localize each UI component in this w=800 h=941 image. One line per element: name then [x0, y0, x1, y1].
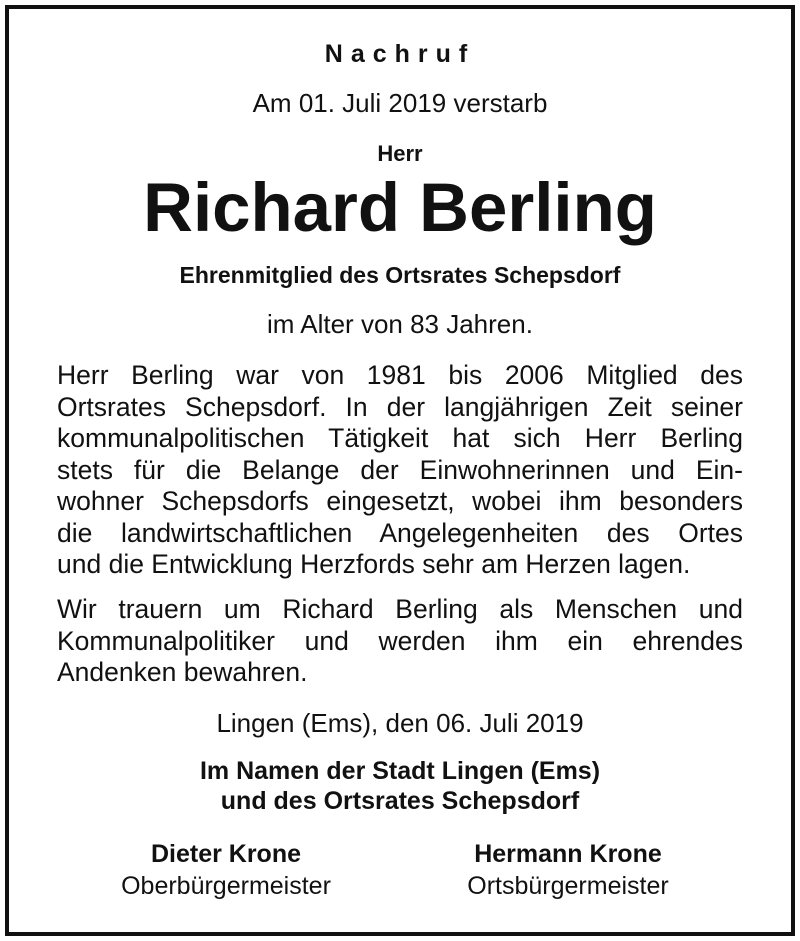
organization-line: Im Namen der Stadt Lingen (Ems): [199, 757, 601, 785]
organization-block: [0, 756, 800, 816]
biography-line: wohner Schepsdorfs eingesetzt, wobei ihm besonders: [57, 486, 743, 516]
biography-line: Ortsrates Schepsdorf. In der langjährigen Zeit seiner: [57, 391, 743, 422]
mourning-paragraph: [57, 594, 743, 689]
organization-line: und des Ortsrates Schepsdorf: [220, 787, 580, 815]
signature-mayor: [76, 838, 376, 902]
biography-line: kommunalpolitischen Tätigkeit hat sich Herr Berling: [57, 423, 743, 453]
signature-local-mayor: [418, 838, 718, 902]
death-announcement: Am 01. Juli 2019 verstarb: [252, 88, 548, 118]
mourning-line: Kommunalpolitiker und werden ihm ein ehrendes: [57, 625, 743, 656]
salutation: Herr: [377, 141, 423, 166]
mourning-line: Wir trauern um Richard Berling als Menschen und: [57, 594, 743, 624]
deceased-name: Richard Berling: [143, 169, 657, 246]
signatory-title: Ortsbürgermeister: [467, 872, 669, 900]
honorary-role: Ehrenmitglied des Ortsrates Schepsdorf: [179, 262, 621, 288]
age-line: im Alter von 83 Jahren.: [267, 309, 533, 339]
place-and-date: Lingen (Ems), den 06. Juli 2019: [216, 708, 584, 738]
biography-line: stets für die Belange der Einwohnerinnen und Ein-: [57, 454, 743, 485]
biography-line: Herr Berling war von 1981 bis 2006 Mitglied des: [57, 360, 743, 390]
biography-line: die landwirtschaftlichen Angelegenheiten des Ortes: [57, 517, 743, 548]
biography-line: und die Entwicklung Herzfords sehr am Herzen lagen.: [57, 549, 691, 579]
mourning-line: Andenken bewahren.: [57, 657, 308, 687]
signatory-title: Oberbürgermeister: [121, 872, 331, 900]
signatory-name: Hermann Krone: [474, 840, 662, 868]
signatory-name: Dieter Krone: [150, 840, 302, 868]
biography-paragraph: [57, 360, 743, 581]
obituary-title: Nachruf: [324, 40, 476, 68]
